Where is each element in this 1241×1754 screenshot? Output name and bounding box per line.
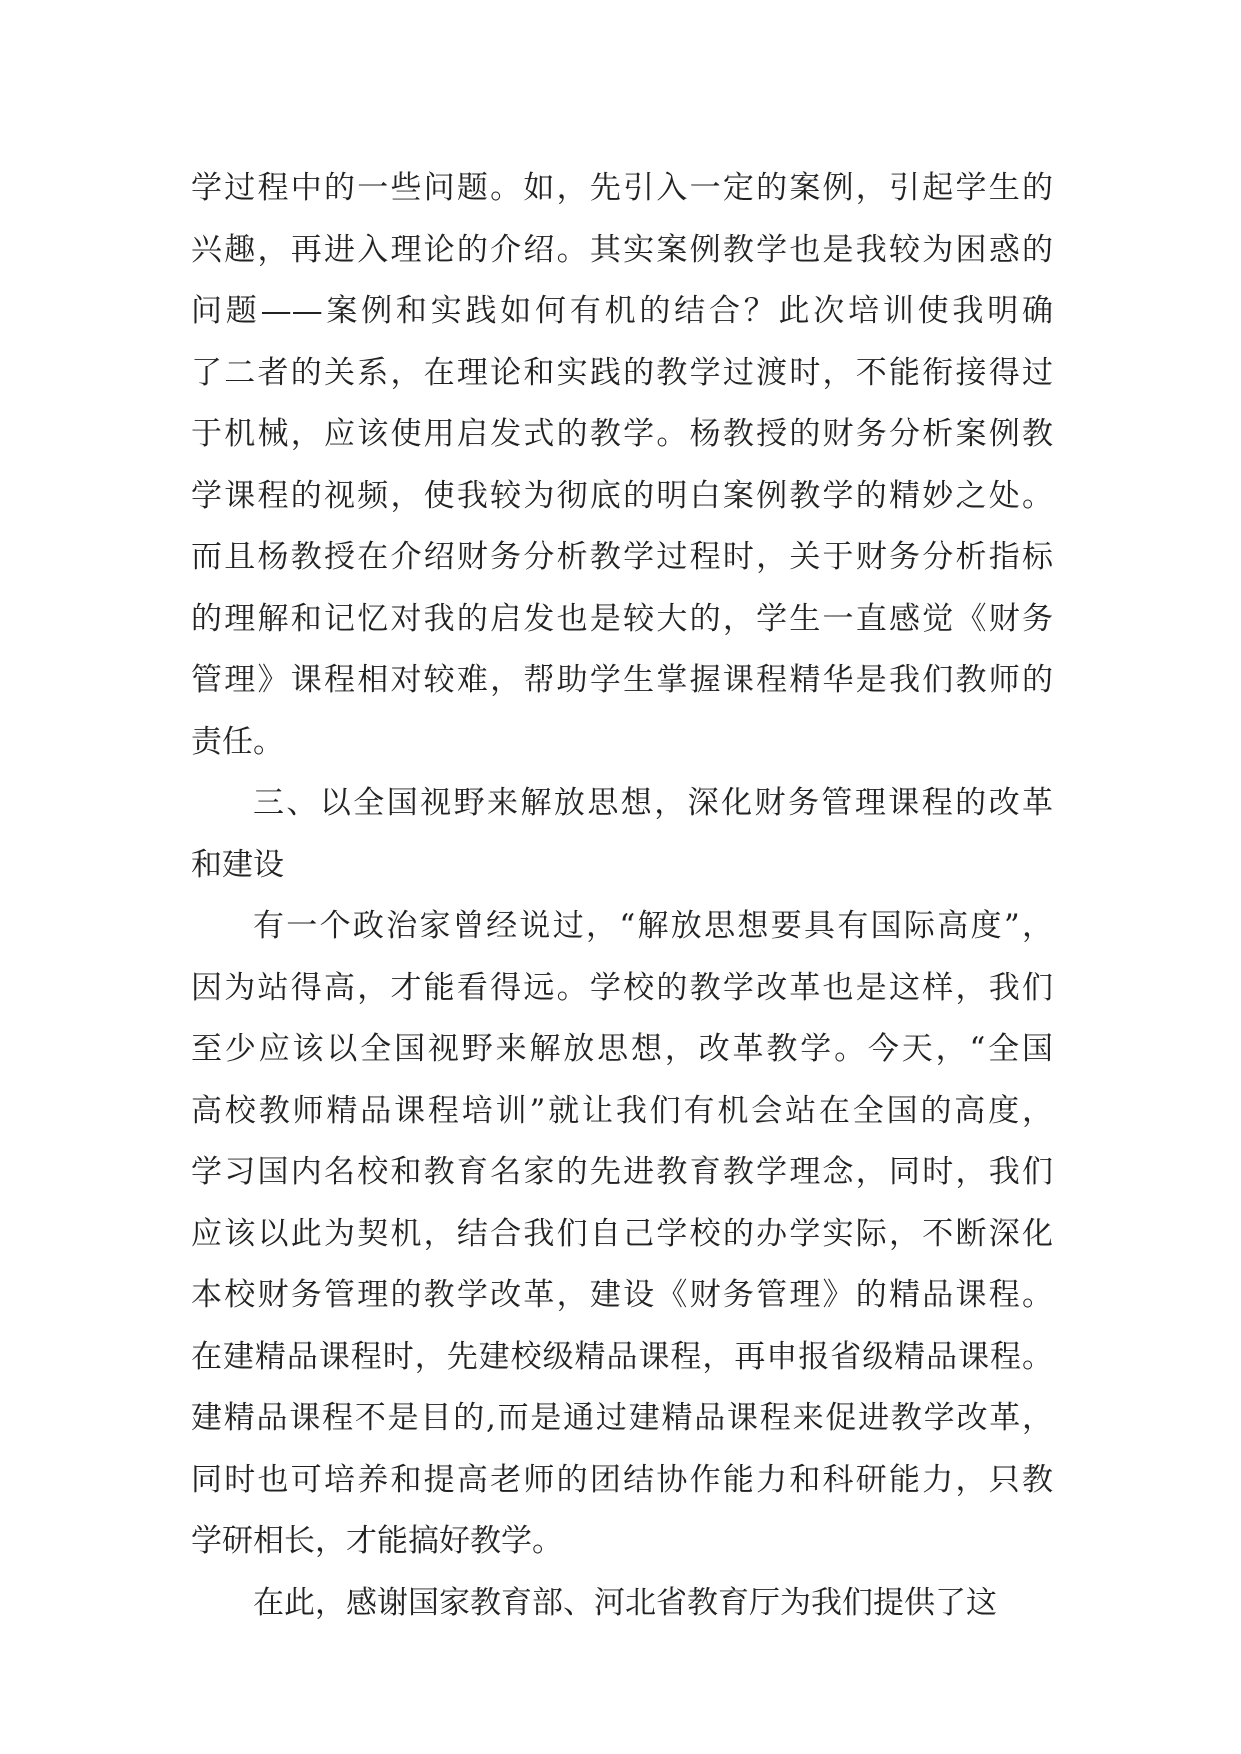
body-line: 本校财务管理的教学改革，建设《财务管理》的精品课程。: [191, 1277, 1053, 1313]
body-line: 应该以此为契机，结合我们自己学校的办学实际，不断深化: [191, 1215, 1053, 1252]
body-line: 建精品课程不是目的,而是通过建精品课程来促进教学改革，: [191, 1400, 1053, 1436]
body-line: 于机械，应该使用启发式的教学。杨教授的财务分析案例教: [191, 416, 1053, 452]
body-line: 学过程中的一些问题。如，先引入一定的案例，引起学生的: [191, 170, 1053, 206]
body-line: 管理》课程相对较难，帮助学生掌握课程精华是我们教师的: [191, 662, 1053, 698]
body-line: 的理解和记忆对我的启发也是较大的，学生一直感觉《财务: [191, 600, 1053, 637]
body-line: 至少应该以全国视野来解放思想，改革教学。今天，“全国: [191, 1031, 1053, 1067]
body-line: 同时也可培养和提高老师的团结协作能力和科研能力，只教: [191, 1461, 1053, 1498]
body-line: 在此，感谢国家教育部、河北省教育厅为我们提供了这: [253, 1584, 997, 1621]
body-line: 因为站得高，才能看得远。学校的教学改革也是这样，我们: [191, 969, 1053, 1006]
body-line: 问题——案例和实践如何有机的结合？此次培训使我明确: [191, 293, 1053, 329]
body-line: 有一个政治家曾经说过，“解放思想要具有国际高度”，: [253, 908, 1053, 944]
body-line: 了二者的关系，在理论和实践的教学过渡时，不能衔接得过: [191, 354, 1053, 391]
section-heading-line: 和建设: [191, 846, 284, 883]
body-line: 学习国内名校和教育名家的先进教育教学理念，同时，我们: [191, 1154, 1053, 1190]
body-line: 责任。: [191, 723, 284, 760]
document-body: [191, 158, 1053, 1634]
section-heading-line: 三、以全国视野来解放思想，深化财务管理课程的改革: [253, 785, 1053, 821]
body-line: 学研相长，才能搞好教学。: [191, 1523, 563, 1559]
body-line: 学课程的视频，使我较为彻底的明白案例教学的精妙之处。: [191, 477, 1053, 514]
body-line: 在建精品课程时，先建校级精品课程，再申报省级精品课程。: [191, 1338, 1053, 1375]
body-line: 而且杨教授在介绍财务分析教学过程时，关于财务分析指标: [191, 539, 1053, 575]
body-line: 高校教师精品课程培训”就让我们有机会站在全国的高度，: [191, 1092, 1053, 1129]
body-line: 兴趣，再进入理论的介绍。其实案例教学也是我较为困惑的: [191, 231, 1053, 268]
